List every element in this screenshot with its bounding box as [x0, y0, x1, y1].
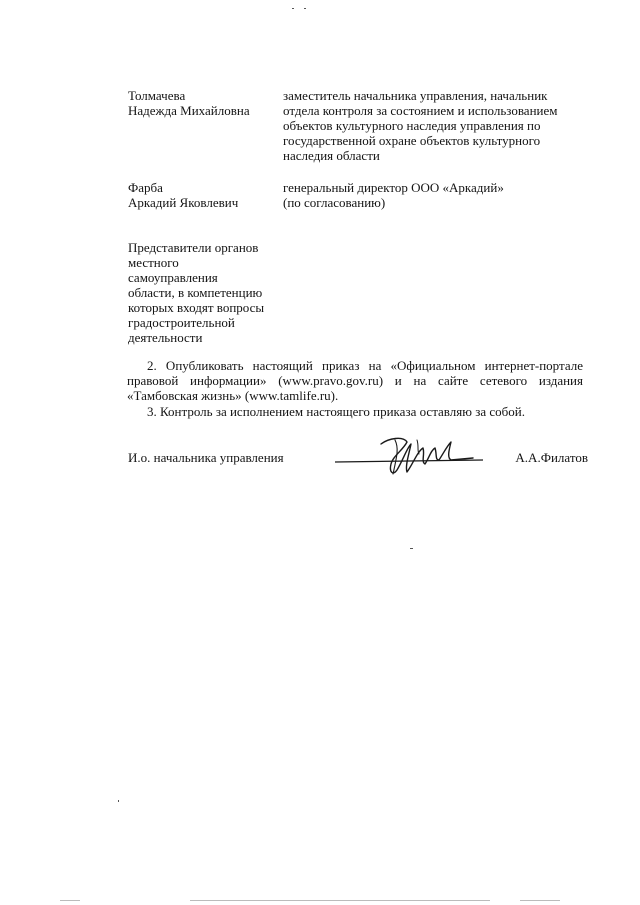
member-role-line: заместитель начальника управления, начальник	[283, 88, 548, 103]
signatory-title: И.о. начальника управления	[128, 450, 284, 465]
signatory-name: А.А.Филатов	[515, 450, 588, 465]
member-name-line: Толмачева	[128, 88, 186, 103]
member-role-line: отдела контроля за состоянием и использованием	[283, 103, 558, 118]
handwritten-signature-icon	[333, 434, 493, 480]
scan-speck	[304, 8, 306, 9]
scan-speck	[118, 800, 119, 802]
signature-row	[128, 450, 588, 480]
scan-speck	[410, 548, 413, 549]
scan-speck	[292, 8, 294, 9]
member-role-line: (по согласованию)	[283, 195, 386, 210]
member-name-line: Надежда Михайловна	[128, 103, 250, 118]
representatives-line: деятельности	[128, 330, 203, 345]
representatives-line: области, в компетенцию	[128, 285, 263, 300]
scan-edge-line	[60, 900, 80, 901]
member-role-farba	[283, 180, 583, 210]
member-role-line: наследия области	[283, 148, 380, 163]
paragraph-publish	[127, 358, 583, 403]
paragraph-line: 2. Опубликовать настоящий приказ на «Официальном интернет-портале	[147, 358, 583, 373]
representatives-block	[128, 240, 278, 345]
representatives-line: Представители органов	[128, 240, 259, 255]
member-name-tolmacheva	[128, 88, 278, 118]
member-name-farba	[128, 180, 278, 210]
scan-edge-line	[190, 900, 490, 901]
paragraph-line: «Тамбовская жизнь» (www.tamlife.ru).	[127, 388, 339, 403]
representatives-line: градостроительной	[128, 315, 235, 330]
paragraph-line: 3. Контроль за исполнением настоящего приказа оставляю за собой.	[147, 404, 525, 419]
member-name-line: Аркадий Яковлевич	[128, 195, 239, 210]
member-name-line: Фарба	[128, 180, 163, 195]
representatives-line: местного	[128, 255, 179, 270]
member-role-line: государственной охране объектов культурного	[283, 133, 541, 148]
member-role-tolmacheva	[283, 88, 583, 163]
scan-edge-line	[520, 900, 560, 901]
representatives-line: которых входят вопросы	[128, 300, 265, 315]
paragraph-line: правовой информации» (www.pravo.gov.ru) и на сайте сетевого издания	[127, 373, 583, 388]
paragraph-control	[127, 404, 583, 419]
member-role-line: генеральный директор ООО «Аркадий»	[283, 180, 504, 195]
representatives-line: самоуправления	[128, 270, 218, 285]
member-role-line: объектов культурного наследия управления по	[283, 118, 541, 133]
